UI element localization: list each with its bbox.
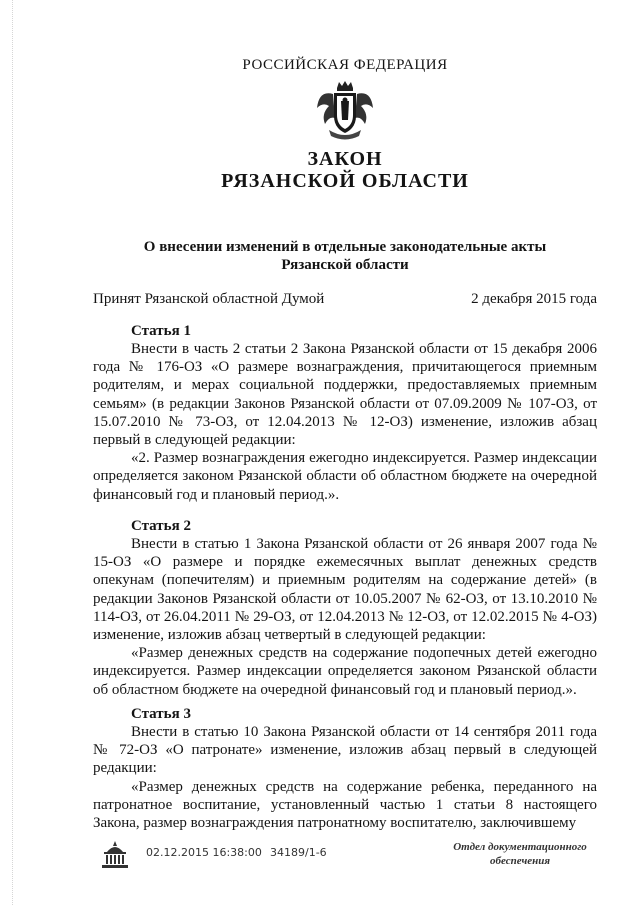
region-title: РЯЗАНСКОЙ ОБЛАСТИ <box>221 170 469 192</box>
article-heading: Статья 3 <box>131 706 191 722</box>
article-paragraph: Внести в статью 1 Закона Рязанской области от 26 января 2007 года № 15-ОЗ «О размере и порядке ежемесячных выплат денежных средств опекунам (попечителям) и приемным родителям на содержание детей» (в редакции Законов Рязанской области от 10.05.2007 № 62-ОЗ, от 13.10.2010 № 114-ОЗ, от 26.04.2011 № 29-ОЗ, от 12.04.2013 № 12-ОЗ, от 12.02.2015 № 4-ОЗ) изменение, изложив абзац четвертый в следующей редакции: <box>93 536 597 644</box>
document-type-title: ЗАКОН <box>307 148 383 170</box>
adoption-date: 2 декабря 2015 года <box>471 291 597 307</box>
article-paragraph: «Размер денежных средств на содержание ребенка, переданного на патронатное воспитание, установленный частью 1 статьи 8 настоящего Закона, размер вознаграждения патронатному воспитателю, заключившему <box>93 778 597 832</box>
law-subject-line-1: О внесении изменений в отдельные законодательные акты <box>143 239 547 255</box>
scan-edge <box>0 0 13 905</box>
article-paragraph: Внести в часть 2 статьи 2 Закона Рязанской области от 15 декабря 2006 года № 176-ОЗ «О размере вознаграждения, причитающегося приемным родителям, и мерах социальной поддержки, предоставляемых приемным семьям» (в редакции Законов Рязанской области от 07.09.2009 № 107-ОЗ, от 15.07.2010 № 73-ОЗ, от 12.04.2013 № 12-ОЗ) изменение, изложив абзац первый в следующей редакции: <box>93 341 597 449</box>
department-stamp-line-2: обеспечения <box>489 855 550 867</box>
adopted-by: Принят Рязанской областной Думой <box>93 291 325 307</box>
duma-building-icon <box>98 838 132 872</box>
document-footer <box>0 836 640 876</box>
coat-of-arms-emblem <box>315 80 375 144</box>
registration-timestamp: 02.12.2015 16:38:00 <box>146 846 262 859</box>
adoption-line <box>93 291 597 308</box>
law-subject-line-2: Рязанской области <box>281 257 409 273</box>
department-stamp-line-1: Отдел документационного <box>453 841 587 853</box>
law-subject <box>93 238 597 274</box>
article-heading: Статья 1 <box>131 323 191 339</box>
article-3 <box>93 705 597 832</box>
article-2 <box>93 517 597 699</box>
article-1 <box>93 322 597 504</box>
registration-number: 34189/1-6 <box>270 846 327 859</box>
department-stamp <box>440 840 600 868</box>
article-paragraph: «Размер денежных средств на содержание подопечных детей ежегодно индексируется. Размер индексации определяется законом Рязанской области об областном бюджете на очередной финансовый год и плановый период.». <box>93 645 597 698</box>
article-paragraph: Внести в статью 10 Закона Рязанской области от 14 сентября 2011 года № 72-ОЗ «О патронате» изменение, изложив абзац первый в следующей редакции: <box>93 724 597 777</box>
country-heading: РОССИЙСКАЯ ФЕДЕРАЦИЯ <box>242 57 448 73</box>
article-heading: Статья 2 <box>131 518 191 534</box>
article-paragraph: «2. Размер вознаграждения ежегодно индексируется. Размер индексации определяется законом Рязанской области об областном бюджете на очередной финансовый год и плановый период.». <box>93 450 597 503</box>
